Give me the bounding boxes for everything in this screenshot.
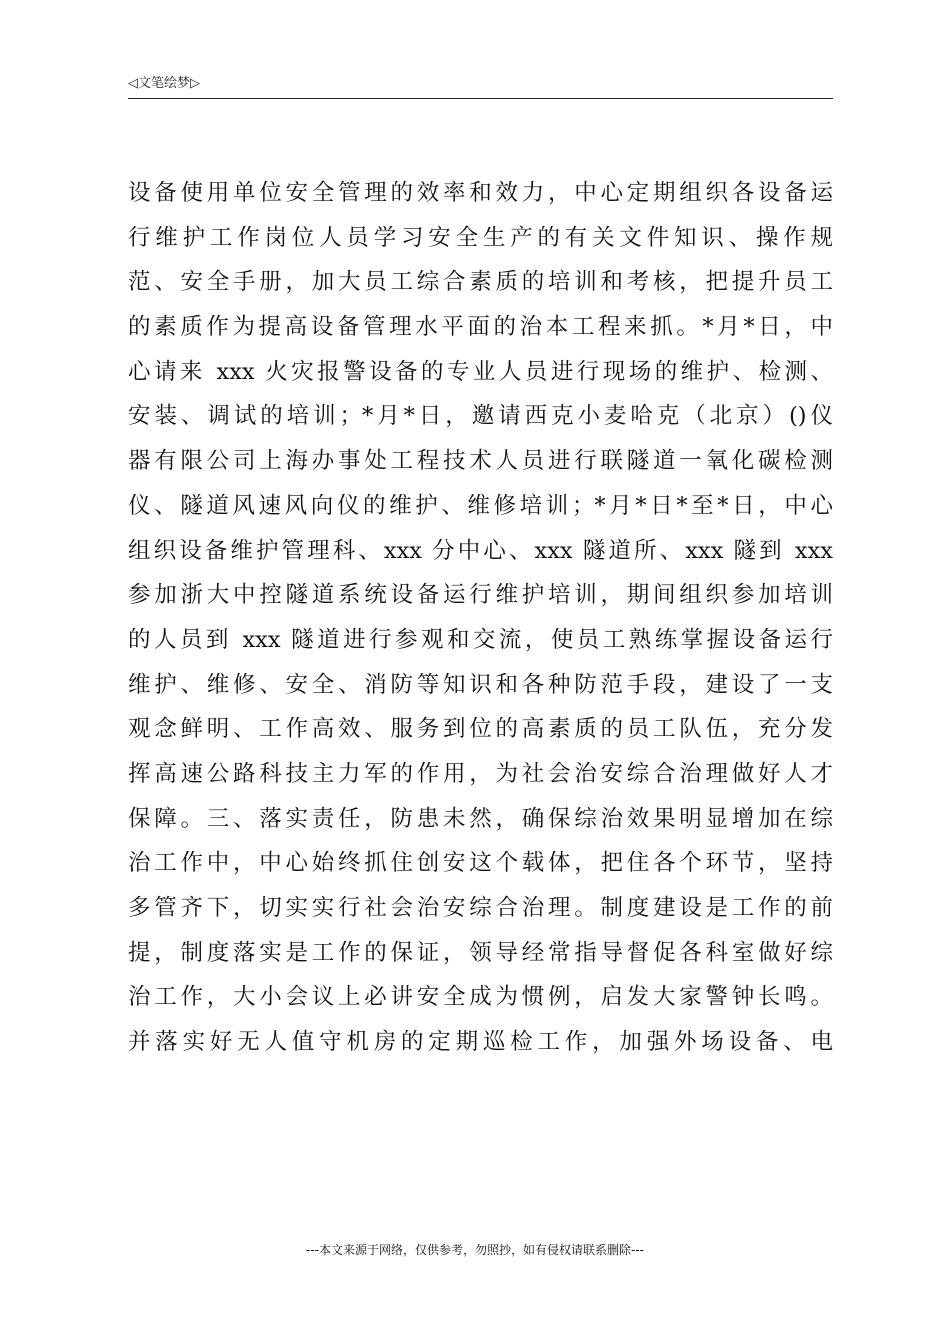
text-line-13: 观念鲜明、工作高效、服务到位的高素质的员工队伍，充分发 [128,716,833,743]
text-line-18: 提，制度落实是工作的保证，领导经常指导督促各科室做好综 [128,939,833,966]
text-line-4: 的素质作为提高设备管理水平面的治本工程来抓。*月*日，中 [128,314,833,341]
text-line-14: 挥高速公路科技主力军的作用，为社会治安综合治理做好人才 [128,760,833,787]
text-line-1: 设备使用单位安全管理的效率和效力，中心定期组织各设备运 [128,180,833,206]
page-footer: ---本文来源于网络，仅供参考，勿照抄，如有侵权请联系删除--- [306,1243,644,1257]
text-line-7: 器有限公司上海办事处工程技术人员进行联隧道一氧化碳检测 [128,448,833,475]
text-line-10: 参加浙大中控隧道系统设备运行维护培训，期间组织参加培训 [128,582,833,609]
text-line-20: 并落实好无人值守机房的定期巡检工作，加强外场设备、电 [128,1029,833,1056]
text-line-5: 心请来 xxx 火灾报警设备的专业人员进行现场的维护、检测、 [128,358,833,385]
header-title: ◁文笔绘梦▷ [128,76,200,91]
text-line-17: 多管齐下，切实实行社会治安综合治理。制度建设是工作的前 [128,895,833,921]
page-header [128,74,833,99]
text-line-8: 仪、隧道风速风向仪的维护、维修培训；*月*日*至*日，中心 [128,492,833,519]
text-line-12: 维护、维修、安全、消防等知识和各种防范手段，建设了一支 [128,671,833,698]
body-text [128,171,833,1065]
text-line-9: 组织设备维护管理科、xxx 分中心、xxx 隧道所、xxx 隧到 xxx [128,537,833,564]
text-line-15: 保障。三、落实责任，防患未然，确保综治效果明显增加在综 [128,805,833,832]
text-line-3: 范、安全手册，加大员工综合素质的培训和考核，把提升员工 [128,269,833,296]
text-line-2: 行维护工作岗位人员学习安全生产的有关文件知识、操作规 [128,224,833,251]
text-line-11: 的人员到 xxx 隧道进行参观和交流，使员工熟练掌握设备运行 [128,626,833,653]
text-line-6: 安装、调试的培训；*月*日，邀请西克小麦哈克（北京）()仪 [128,403,833,430]
text-line-19: 治工作，大小会议上必讲安全成为惯例，启发大家警钟长鸣。 [128,984,833,1011]
text-line-16: 治工作中，中心始终抓住创安这个载体，把住各个环节，坚持 [128,850,833,877]
